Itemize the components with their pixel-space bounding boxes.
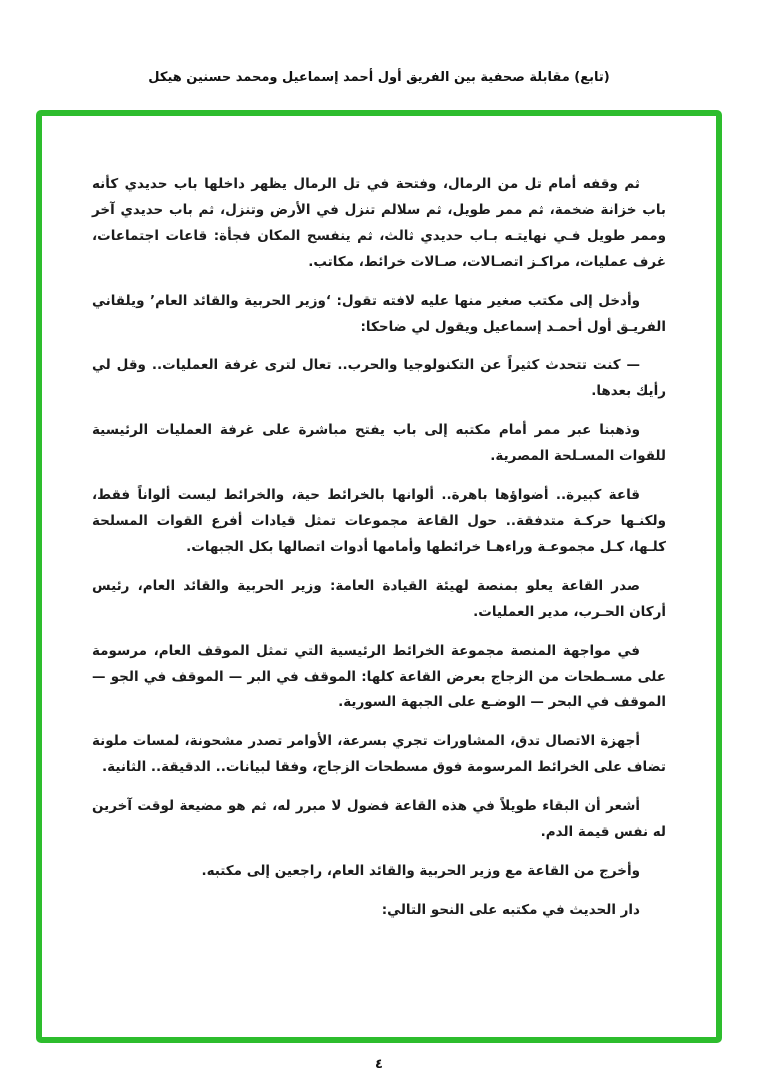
paragraph: في مواجهة المنصة مجموعة الخرائط الرئيسية التي تمثل الموقف العام، مرسومة على مسـطحات من الزجاج بعرض القاعة كلها: الموقف في البر — الموقف في الجو — الموقف في البحر — الوضـع على الجبهة السورية. <box>92 642 666 711</box>
paragraph: أشعر أن البقاء طويلاً في هذه القاعة فضول لا مبرر له، ثم هو مضيعة لوقت آخرين له نفس قيمة الدم. <box>92 798 666 841</box>
paragraph: وأخرج من القاعة مع وزير الحربية والقائد العام، راجعين إلى مكتبه. <box>201 862 640 879</box>
paragraph: قاعة كبيرة.. أضواؤها باهرة.. ألوانها بالخرائط حية، والخرائط ليست ألواناً فقط، ولكنـها حركـة متدفقة.. حول القاعة مجموعات تمثل قيادات أفرع القوات المسلحة كلـها، كـل مجموعـة وراءهـا خرائطها وأمامها أدوات اتصالها بكل الجبهات. <box>92 487 666 555</box>
paragraph: وذهبنا عبر ممر أمام مكتبه إلى باب يفتح مباشرة على غرفة العمليات الرئيسية للقوات المسـلحة المصرية. <box>92 422 666 465</box>
paragraph: ثم وقفه أمام تل من الرمال، وفتحة في تل الرمال يظهر داخلها باب حديدي كأنه باب خزانة ضخمة، ثم ممر طويل، ثم سلالم تنزل في الأرض وتنزل، ثم باب حديدي آخر وممر طويل فـي نهايتـه بـاب حديدي ثالث، ثم ينفسح المكان فجأة: قاعات اجتماعات، غرف عمليات، مراكـز اتصـالات، صـالات خرائط، مكاتب. <box>92 176 666 270</box>
page-header-title: (تابع) مقابلة صحفية بين الفريق أول أحمد إسماعيل ومحمد حسنين هيكل <box>148 70 610 85</box>
green-border-frame <box>36 110 722 1043</box>
paragraph: صدر القاعة يعلو بمنصة لهيئة القيادة العامة: وزير الحربية والقائد العام، رئيس أركان الحـرب، مدير العمليات. <box>92 577 666 620</box>
paragraph: دار الحديث في مكتبه على النحو التالي: <box>381 901 640 918</box>
document-body <box>92 172 666 937</box>
page-number: ٤ <box>375 1057 383 1072</box>
paragraph: — كنت تتحدث كثيراً عن التكنولوجيا والحرب.. تعال لترى غرفة العمليات.. وقل لي رأيك بعدها. <box>92 357 666 400</box>
paragraph: وأدخل إلى مكتب صغير منها عليه لافته تقول: ‘وزير الحربية والقائد العام’ ويلقاني الفريـق أول أحمـد إسماعيل ويقول لي ضاحكا: <box>92 292 666 335</box>
paragraph: أجهزة الاتصال تدق، المشاورات تجري بسرعة، الأوامر تصدر مشحونة، لمسات ملونة تضاف على الخرائط المرسومة فوق مسطحات الزجاج، وفقا لبيانات.. الدقيقة.. الثانية. <box>92 733 666 776</box>
